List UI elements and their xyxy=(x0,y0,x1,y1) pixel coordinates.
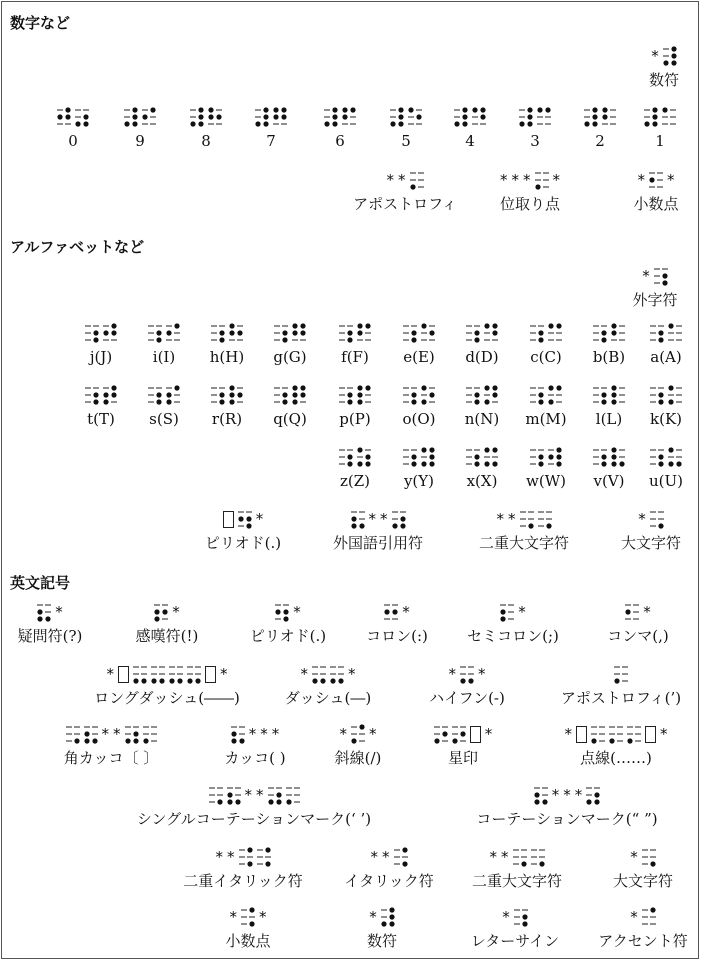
braille-glyph xyxy=(536,168,702,192)
braille-caption: x(X) xyxy=(466,472,498,490)
braille-cell xyxy=(66,724,80,744)
braille-cell xyxy=(133,664,147,684)
braille-cell xyxy=(241,907,255,927)
asterisk-mark: * xyxy=(255,509,264,528)
braille-caption: アクセント符 xyxy=(598,932,688,950)
braille-caption: z(Z) xyxy=(339,472,371,490)
braille-caption: 角カッコ〔 〕 xyxy=(63,749,159,767)
braille-caption: 外国語引用符 xyxy=(332,534,423,552)
braille-caption: y(Y) xyxy=(403,472,435,490)
braille-caption: アポストロフィ xyxy=(353,195,457,213)
braille-item-gaijifu xyxy=(535,264,702,309)
braille-item-quote xyxy=(447,783,687,828)
braille-caption: 外字符 xyxy=(632,291,678,309)
braille-cell xyxy=(591,724,605,744)
braille-glyph xyxy=(134,783,374,807)
braille-caption: 1 xyxy=(655,132,665,150)
asterisk-mark: * xyxy=(643,602,651,621)
braille-caption: q(Q) xyxy=(273,410,307,428)
asterisk-mark: * xyxy=(551,785,560,804)
asterisk-mark: * xyxy=(630,847,638,866)
braille-cell xyxy=(381,907,395,927)
braille-caption: 星印 xyxy=(447,749,478,767)
braille-glyph xyxy=(496,722,702,746)
braille-caption: 8 xyxy=(201,132,211,150)
placeholder-box xyxy=(576,726,587,743)
asterisk-mark: * xyxy=(508,509,516,528)
braille-cell xyxy=(609,724,623,744)
braille-item-accent xyxy=(523,905,702,950)
braille-cell xyxy=(351,509,365,529)
asterisk-mark: * xyxy=(229,907,237,926)
braille-cell xyxy=(84,724,98,744)
braille-item-singlequote xyxy=(134,783,374,828)
asterisk-mark: * xyxy=(271,724,280,743)
braille-item-a xyxy=(546,321,702,366)
braille-caption: 2 xyxy=(595,132,605,150)
braille-cell xyxy=(650,509,664,529)
braille-cell xyxy=(586,785,600,805)
braille-caption: 3 xyxy=(530,132,540,150)
braille-item-daimoji1 xyxy=(531,507,702,552)
braille-item-num1 xyxy=(540,105,702,150)
braille-caption: 位取り点 xyxy=(499,195,560,213)
braille-caption: コーテーションマーク(“ ”) xyxy=(476,810,658,828)
braille-caption: レターサイン xyxy=(470,932,560,950)
braille-glyph xyxy=(501,662,702,686)
asterisk-mark: * xyxy=(259,907,267,926)
asterisk-mark: * xyxy=(369,724,377,743)
braille-cell xyxy=(286,785,300,805)
braille-caption: 大文字符 xyxy=(612,872,673,890)
asterisk-mark: * xyxy=(563,785,571,804)
braille-caption: ロングダッシュ(――) xyxy=(94,689,240,707)
braille-item-comma xyxy=(518,600,702,645)
braille-cell xyxy=(209,785,223,805)
braille-item-k xyxy=(546,383,702,428)
asterisk-mark: * xyxy=(511,170,519,189)
asterisk-mark: * xyxy=(496,509,504,528)
braille-cell xyxy=(642,847,656,867)
braille-cell xyxy=(434,724,448,744)
braille-caption: コロン(:) xyxy=(366,627,428,645)
braille-caption: j(J) xyxy=(89,348,113,366)
braille-caption: 大文字符 xyxy=(620,534,681,552)
braille-glyph xyxy=(531,507,702,531)
asterisk-mark: * xyxy=(260,724,268,743)
braille-caption: コンマ(,) xyxy=(607,627,669,645)
braille-caption: 点線(……) xyxy=(580,749,652,767)
braille-cell xyxy=(654,266,668,286)
asterisk-mark: * xyxy=(386,170,394,189)
braille-glyph xyxy=(546,321,702,345)
asterisk-mark: * xyxy=(484,724,493,743)
braille-cell xyxy=(649,170,663,190)
braille-caption: 二重イタリック符 xyxy=(183,872,303,890)
braille-cell xyxy=(663,46,677,66)
braille-caption: 斜線(/) xyxy=(334,749,382,767)
asterisk-mark: * xyxy=(106,664,114,683)
braille-cell xyxy=(662,107,676,127)
braille-caption: シングルコーテーションマーク(‘ ’) xyxy=(136,810,372,828)
braille-glyph xyxy=(518,600,702,624)
braille-cell xyxy=(187,664,201,684)
braille-caption: 0 xyxy=(68,132,78,150)
asterisk-mark: * xyxy=(502,907,510,926)
braille-caption: t(T) xyxy=(87,410,115,428)
asterisk-mark: * xyxy=(523,170,531,189)
braille-caption: w(W) xyxy=(526,472,566,490)
braille-glyph xyxy=(546,445,702,469)
braille-caption: ピリオド(.) xyxy=(249,627,327,645)
braille-caption: ダッシュ(―) xyxy=(284,689,372,707)
asterisk-mark: * xyxy=(630,907,638,926)
braille-glyph xyxy=(447,783,687,807)
braille-cell xyxy=(534,785,548,805)
braille-glyph xyxy=(523,905,702,929)
asterisk-mark: * xyxy=(489,847,497,866)
asterisk-mark: * xyxy=(402,602,410,621)
braille-caption: l(L) xyxy=(595,410,623,428)
asterisk-mark: * xyxy=(500,170,508,189)
braille-caption: 数符 xyxy=(366,932,397,950)
asterisk-mark: * xyxy=(293,602,301,621)
braille-cell xyxy=(239,847,253,867)
braille-cell xyxy=(312,664,326,684)
braille-item-suufu1 xyxy=(544,44,702,89)
braille-caption: 二重大文字符 xyxy=(478,534,569,552)
asterisk-mark: * xyxy=(638,509,646,528)
braille-caption: o(O) xyxy=(402,410,436,428)
braille-caption: d(D) xyxy=(465,348,499,366)
asterisk-mark: * xyxy=(172,602,180,621)
braille-cell xyxy=(268,785,282,805)
asterisk-mark: * xyxy=(574,785,583,804)
braille-item-shosuten1 xyxy=(536,168,702,213)
asterisk-mark: * xyxy=(256,785,264,804)
asterisk-mark: * xyxy=(518,602,526,621)
braille-cell xyxy=(668,385,682,405)
braille-caption: 7 xyxy=(266,132,276,150)
braille-glyph xyxy=(523,845,702,869)
braille-item-u xyxy=(546,445,702,490)
asterisk-mark: * xyxy=(348,664,356,683)
braille-caption: i(I) xyxy=(152,348,176,366)
braille-glyph xyxy=(535,264,702,288)
braille-caption: h(H) xyxy=(209,348,245,366)
braille-caption: イタリック符 xyxy=(344,872,434,890)
braille-cell xyxy=(169,664,183,684)
braille-caption: カッコ( ) xyxy=(224,749,286,767)
asterisk-mark: * xyxy=(248,724,257,743)
braille-cell xyxy=(500,602,514,622)
braille-caption: アポストロフィ(’) xyxy=(560,689,682,707)
braille-caption: v(V) xyxy=(593,472,625,490)
asterisk-mark: * xyxy=(101,724,109,743)
section-heading-numbers: 数字など xyxy=(10,14,71,32)
braille-caption: 感嘆符(!) xyxy=(135,627,199,645)
braille-caption: f(F) xyxy=(341,348,369,366)
braille-cell xyxy=(668,447,682,467)
braille-caption: c(C) xyxy=(530,348,562,366)
asterisk-mark: * xyxy=(227,847,235,866)
placeholder-box xyxy=(118,666,129,683)
braille-item-apos2 xyxy=(501,662,702,707)
braille-caption: セミコロン(;) xyxy=(467,627,559,645)
asterisk-mark: * xyxy=(667,170,675,189)
asterisk-mark: * xyxy=(220,664,228,683)
braille-caption: u(U) xyxy=(648,472,683,490)
braille-cell xyxy=(650,385,664,405)
asterisk-mark: * xyxy=(564,724,572,743)
braille-caption: m(M) xyxy=(525,410,567,428)
braille-caption: 4 xyxy=(465,132,475,150)
braille-caption: p(P) xyxy=(339,410,371,428)
braille-cell xyxy=(650,323,664,343)
braille-caption: g(G) xyxy=(273,348,307,366)
braille-glyph xyxy=(544,44,702,68)
braille-caption: 二重大文字符 xyxy=(471,872,562,890)
asterisk-mark: * xyxy=(448,664,456,683)
asterisk-mark: * xyxy=(339,724,347,743)
braille-cell xyxy=(642,907,656,927)
section-heading-alphabet: アルファベットなど xyxy=(10,238,145,256)
braille-cell xyxy=(614,664,628,684)
braille-caption: a(A) xyxy=(650,348,682,366)
braille-cell xyxy=(227,785,241,805)
braille-cell xyxy=(151,664,165,684)
asterisk-mark: * xyxy=(642,266,650,285)
braille-caption: s(S) xyxy=(149,410,179,428)
braille-caption: 数符 xyxy=(648,71,679,89)
asterisk-mark: * xyxy=(637,170,645,189)
braille-cell xyxy=(627,724,641,744)
asterisk-mark: * xyxy=(368,509,376,528)
braille-caption: 小数点 xyxy=(633,195,679,213)
asterisk-mark: * xyxy=(244,785,252,804)
asterisk-mark: * xyxy=(55,602,63,621)
section-heading-english-symbols: 英文記号 xyxy=(10,574,71,592)
braille-item-tensen xyxy=(496,722,702,767)
asterisk-mark: * xyxy=(478,664,486,683)
asterisk-mark: * xyxy=(651,46,659,65)
placeholder-box xyxy=(223,511,234,528)
braille-caption: 小数点 xyxy=(225,932,271,950)
braille-cell xyxy=(668,323,682,343)
braille-cell xyxy=(154,602,168,622)
braille-caption: k(K) xyxy=(650,410,682,428)
braille-caption: r(R) xyxy=(211,410,243,428)
asterisk-mark: * xyxy=(370,847,378,866)
braille-caption: 9 xyxy=(135,132,145,150)
braille-cell xyxy=(238,509,252,529)
braille-caption: e(E) xyxy=(403,348,435,366)
asterisk-mark: * xyxy=(215,847,223,866)
braille-cell xyxy=(452,724,466,744)
braille-caption: 6 xyxy=(335,132,345,150)
braille-cell xyxy=(330,664,344,684)
braille-item-daimoji2 xyxy=(523,845,702,890)
braille-caption: ピリオド(.) xyxy=(204,534,282,552)
braille-caption: n(N) xyxy=(464,410,500,428)
asterisk-mark: * xyxy=(382,847,390,866)
asterisk-mark: * xyxy=(300,664,308,683)
braille-caption: 5 xyxy=(401,132,411,150)
braille-glyph xyxy=(540,105,702,129)
placeholder-box xyxy=(645,726,656,743)
asterisk-mark: * xyxy=(660,724,668,743)
braille-glyph xyxy=(546,383,702,407)
asterisk-mark: * xyxy=(398,170,406,189)
asterisk-mark: * xyxy=(380,509,388,528)
asterisk-mark: * xyxy=(113,724,121,743)
braille-cell xyxy=(625,602,639,622)
asterisk-mark: * xyxy=(501,847,509,866)
asterisk-mark: * xyxy=(552,170,560,189)
placeholder-box xyxy=(470,726,481,743)
braille-caption: ハイフン(-) xyxy=(429,689,505,707)
braille-cell xyxy=(650,447,664,467)
braille-cell xyxy=(460,664,474,684)
braille-caption: 疑問符(?) xyxy=(17,627,83,645)
braille-caption: b(B) xyxy=(592,348,626,366)
asterisk-mark: * xyxy=(369,907,377,926)
braille-cell xyxy=(644,107,658,127)
